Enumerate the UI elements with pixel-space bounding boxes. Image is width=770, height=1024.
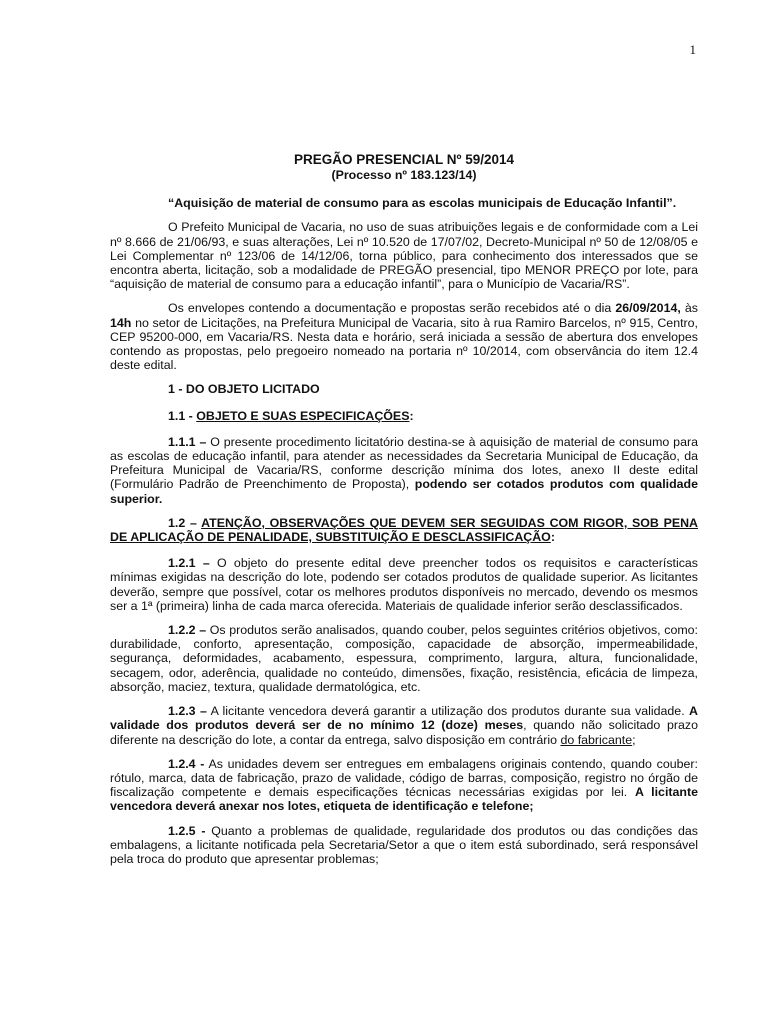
- section-1-2-1-text: O objeto do presente edital deve preencher todos os requisitos e características mínimas exigidas na descrição do lote, podendo ser cotados produtos de qualidade superior. As licitantes deverão, sempre que possível, cotar os melhores produtos disponíveis no mercado, devendo os mesmos ser a 1ª (primeira) linha de cada marca oferecida. Materiais de qualidade inferior serão desclassificados.: [110, 556, 698, 613]
- envelopes-paragraph: [110, 301, 698, 372]
- section-1-2-3-bold: A validade dos produtos deverá ser de no mínimo 12 (doze) meses: [110, 704, 698, 733]
- section-1-2-3-number: 1.2.3 –: [168, 704, 207, 719]
- section-1-2-heading: [110, 516, 698, 544]
- section-1-2-2-text: Os produtos serão analisados, quando couber, pelos seguintes critérios objetivos, como: durabilidade, conforto, apresentação, composição, capacidade de absorção, impermeabilidade, segurança, deformidades, acabamento, espessura, comprimento, largura, altura, funcionalidade, secagem, odor, aderência, qualidade no conteúdo, dimensões, fixação, resistência, eficácia de limpeza, absorção, maciez, textura, qualidade dermatológica, etc.: [110, 623, 698, 694]
- section-1-1-1-number: 1.1.1 –: [168, 434, 207, 449]
- section-1-2-number: 1.2 –: [168, 515, 202, 530]
- intro-paragraph: O Prefeito Municipal de Vacaria, no uso de suas atribuições legais e de conformidade com a Lei nº 8.666 de 21/06/93, e suas alterações, Lei nº 10.520 de 17/07/02, Decreto-Municipal nº 50 de 12/08/05 e Lei Complementar nº 123/06 de 14/12/06, torna público, para conhecimento dos interessados que se encontra aberta, licitação, sob a modalidade de PREGÃO presencial, tipo MENOR PREÇO por lote, para “aquisição de material de consumo para a educação infantil”, para o Município de Vacaria/RS”.: [110, 220, 698, 292]
- section-1-2-title: ATENÇÃO, OBSERVAÇÕES QUE DEVEM SER SEGUIDAS COM RIGOR, SOB PENA DE APLICAÇÃO DE PENALIDADE, SUBSTITUIÇÃO E DESCLASSIFICAÇÃO: [110, 515, 698, 545]
- envelopes-text-2: às: [680, 301, 698, 316]
- section-1-2-3-end: ;: [632, 732, 636, 747]
- section-1-2-3-text-1: A licitante vencedora deverá garantir a utilização dos produtos durante sua validade.: [206, 704, 690, 719]
- section-1-2-5-number: 1.2.5 -: [168, 823, 206, 838]
- document-title: PREGÃO PRESENCIAL Nº 59/2014: [293, 152, 514, 167]
- section-1-2-3: [110, 704, 698, 747]
- section-1-1-1: [110, 435, 698, 506]
- document-subtitle: (Processo nº 183.123/14): [331, 168, 477, 182]
- section-1-heading: 1 - DO OBJETO LICITADO: [168, 382, 320, 397]
- section-1-2-4-bold: A licitante vencedora deverá anexar nos lotes, etiqueta de identificação e telefone;: [110, 785, 698, 814]
- envelopes-date: 26/09/2014,: [615, 301, 681, 316]
- document-body: [110, 152, 698, 876]
- section-1-2-1-number: 1.2.1 –: [168, 556, 210, 571]
- envelopes-time: 14h: [110, 315, 132, 330]
- page-number: 1: [689, 42, 696, 57]
- envelopes-text-3: no setor de Licitações, na Prefeitura Municipal de Vacaria, sito à rua Ramiro Barcelos, nº 915, Centro, CEP 95200-000, em Vacaria/RS. Nesta data e horário, será iniciada a sessão de abertura dos envelopes contendo as propostas, pelo pregoeiro nomeado na portaria nº 10/2014, com observância do item 12.4 deste edital.: [110, 315, 698, 373]
- section-1-2-1: [110, 556, 698, 613]
- section-1-2-colon: :: [550, 530, 555, 545]
- section-1-1-colon: :: [409, 408, 414, 423]
- section-1-2-3-underline: do fabricante: [560, 732, 633, 747]
- envelopes-text-1: Os envelopes contendo a documentação e propostas serão recebidos até o dia: [168, 301, 616, 316]
- object-quote: “Aquisição de material de consumo para as escolas municipais de Educação Infantil”.: [168, 196, 677, 211]
- section-1-2-2: [110, 623, 698, 694]
- section-1-1-1-bold: podendo ser cotados produtos com qualidade superior.: [110, 477, 699, 506]
- section-1-2-4: [110, 757, 698, 814]
- section-1-2-4-number: 1.2.4 -: [168, 756, 205, 771]
- section-1-1-heading: [110, 409, 698, 423]
- section-1-2-3-text-2: , quando não solicitado prazo diferente na descrição do lote, a contar da entrega, salvo disposição em contrário: [110, 718, 698, 747]
- section-1-1-title: OBJETO E SUAS ESPECIFICAÇÕES: [196, 408, 410, 423]
- section-1-1-1-text: O presente procedimento licitatório destina-se à aquisição de material de consumo para as escolas de educação infantil, para atender as necessidades da Secretaria Municipal de Educação, da Prefeitura Municipal de Vacaria/RS, conforme descrição mínima dos lotes, anexo II deste edital (Formulário Padrão de Preenchimento de Proposta),: [110, 434, 698, 492]
- section-1-2-2-number: 1.2.2 –: [168, 623, 207, 638]
- section-1-2-5-text: Quanto a problemas de qualidade, regularidade dos produtos ou das condições das embalagens, a licitante notificada pela Secretaria/Setor a que o item está subordinado, será responsável pela troca do produto que apresentar problemas;: [110, 823, 698, 866]
- section-1-1-number: 1.1 -: [168, 408, 197, 423]
- section-1-2-5: [110, 824, 698, 867]
- section-1-2-4-text: As unidades devem ser entregues em embalagens originais contendo, quando couber: rótulo, marca, data de fabricação, prazo de validade, código de barras, composição, registro no órgão de fiscalização competente e demais especificações técnicas necessárias exigidas por lei.: [110, 756, 698, 800]
